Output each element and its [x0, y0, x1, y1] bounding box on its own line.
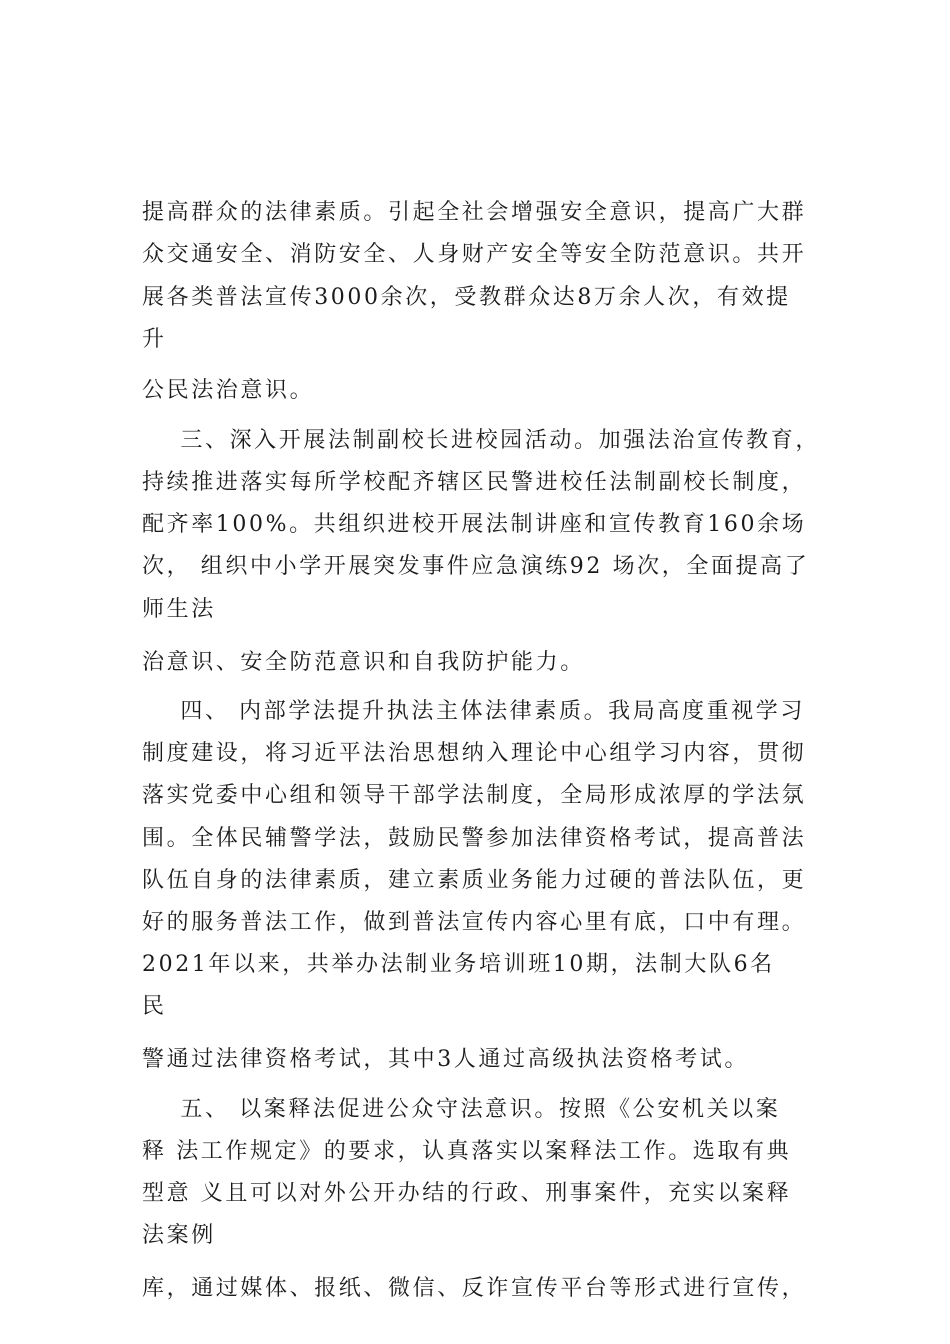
text-line: 型意 义且可以对外公开办结的行政、刑事案件，充实以案释	[142, 1181, 792, 1206]
text-line: 2021年以来，共举办法制业务培训班10期，法制大队6名	[142, 952, 775, 977]
text-line: 法案例	[142, 1223, 216, 1248]
text-line: 师生法	[142, 597, 216, 622]
text-line: 众交通安全、消防安全、人身财产安全等安全防范意识。共开	[142, 242, 807, 267]
text-line: 五、 以案释法促进公众守法意识。按照《公安机关以案	[142, 1097, 781, 1122]
text-line: 治意识、安全防范意识和自我防护能力。	[142, 650, 585, 675]
text-line: 三、深入开展法制副校长进校园活动。加强法治宣传教育，	[142, 428, 820, 453]
text-line: 持续推进落实每所学校配齐辖区民警进校任法制副校长制度，	[142, 470, 807, 495]
text-line: 公民法治意识。	[142, 378, 315, 403]
text-line: 制度建设，将习近平法治思想纳入理论中心组学习内容，贯彻	[142, 741, 807, 766]
text-line: 释 法工作规定》的要求，认真落实以案释法工作。选取有典	[142, 1139, 792, 1164]
text-line: 围。全体民辅警学法，鼓励民警参加法律资格考试，提高普法	[142, 826, 807, 851]
text-line: 展各类普法宣传3000余次，受教群众达8万余人次，有效提	[142, 285, 791, 310]
text-line: 民	[142, 994, 167, 1019]
text-line: 警通过法律资格考试，其中3人通过高级执法资格考试。	[142, 1047, 749, 1072]
text-line: 次， 组织中小学开展突发事件应急演练92 场次，全面提高了	[142, 554, 810, 579]
text-line: 落实党委中心组和领导干部学法制度，全局形成浓厚的学法氛	[142, 783, 807, 808]
text-line: 配齐率100%。共组织进校开展法制讲座和宣传教育160余场	[142, 512, 807, 537]
text-line: 好的服务普法工作，做到普法宣传内容心里有底，口中有理。	[142, 910, 807, 935]
text-line: 升	[142, 327, 167, 352]
text-line: 队伍自身的法律素质，建立素质业务能力过硬的普法队伍，更	[142, 868, 807, 893]
text-line: 库，通过媒体、报纸、微信、反诈宣传平台等形式进行宣传，	[142, 1276, 807, 1301]
text-line: 提高群众的法律素质。引起全社会增强安全意识，提高广大群	[142, 200, 807, 225]
text-line: 四、 内部学法提升执法主体法律素质。我局高度重视学习	[142, 699, 805, 724]
